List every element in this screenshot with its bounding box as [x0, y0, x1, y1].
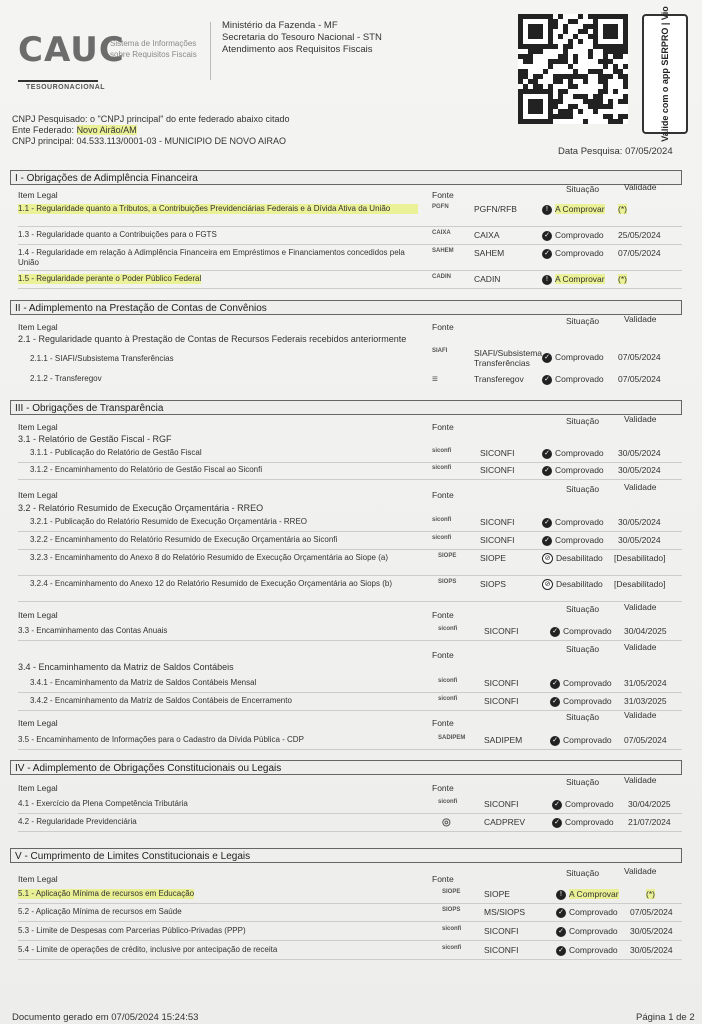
validity: 07/05/2024: [618, 374, 661, 384]
item-text: 3.4.2 - Encaminhamento da Matriz de Saldos Contábeis de Encerramento: [30, 696, 292, 705]
table-row: [18, 889, 682, 904]
table-row: [18, 248, 682, 271]
table-row: [18, 465, 682, 480]
status-text: Comprovado: [569, 945, 618, 955]
cadprev-icon: ◎: [442, 817, 451, 828]
source-icon: SIOPS: [442, 907, 461, 913]
status: [550, 696, 612, 707]
check-icon: ✓: [556, 927, 566, 937]
col-validade: Validade: [624, 182, 657, 192]
check-icon: ✓: [542, 449, 552, 459]
table-row: [18, 678, 682, 693]
status: [552, 817, 614, 828]
validity: 07/05/2024: [624, 735, 667, 745]
check-icon: ✓: [552, 818, 562, 828]
item-text: 3.1.2 - Encaminhamento do Relatório de Gestão Fiscal ao Siconfi: [30, 465, 263, 474]
subsection-title: 3.4 - Encaminhamento da Matriz de Saldos Contábeis: [18, 662, 234, 672]
table-row: [18, 204, 682, 227]
validity: (*): [618, 274, 627, 284]
column-header: [18, 602, 680, 622]
logo-divider: [18, 80, 98, 82]
table-row: [18, 274, 682, 289]
column-header: [18, 710, 680, 730]
status-text: Comprovado: [565, 817, 614, 827]
source-name: SAHEM: [474, 248, 505, 258]
item-text: 3.2.1 - Publicação do Relatório Resumido de Execução Orçamentária - RREO: [30, 517, 308, 526]
table-row: [18, 517, 682, 532]
source-name: Transferegov: [474, 374, 524, 384]
source-icon: siconfi: [442, 945, 462, 951]
validity: 30/04/2025: [628, 799, 671, 809]
source-name: SICONFI: [484, 799, 519, 809]
status: [542, 517, 604, 528]
item-text: 3.4.1 - Encaminhamento da Matriz de Saldos Contábeis Mensal: [30, 678, 257, 687]
source-icon: SAHEM: [432, 248, 454, 254]
ente-value: Novo Airão/AM: [76, 125, 137, 135]
source-name: CADIN: [474, 274, 501, 284]
subsection-title: 3.1 - Relatório de Gestão Fiscal - RGF: [18, 434, 172, 444]
status: [542, 230, 604, 241]
source-icon: SADIPEM: [438, 735, 466, 741]
col-fonte: Fonte: [432, 783, 454, 793]
table-row: [18, 945, 682, 960]
status: [556, 889, 619, 900]
col-validade: Validade: [624, 710, 657, 720]
status-text: Comprovado: [555, 374, 604, 384]
source-name: SIOPE: [484, 889, 510, 899]
disabled-icon: ⊘: [542, 553, 553, 564]
col-fonte: Fonte: [432, 650, 454, 660]
check-icon: ✓: [550, 736, 560, 746]
source-name: SICONFI: [484, 678, 519, 688]
col-fonte: Fonte: [432, 490, 454, 500]
col-situacao: Situação: [566, 416, 600, 426]
section-header: IV - Adimplemento de Obrigações Constitucionais ou Legais: [10, 760, 682, 775]
col-item: Item Legal: [18, 322, 58, 332]
status-text: A Comprovar: [555, 274, 605, 284]
table-row: [18, 799, 682, 814]
validity: 31/03/2025: [624, 696, 667, 706]
subsection-title: 2.1 - Regularidade quanto à Prestação de Contas de Recursos Federais recebidos anteriormente: [18, 334, 407, 344]
item-text: 5.2 - Aplicação Mínima de recursos em Saúde: [18, 907, 182, 916]
item-text: 3.2.4 - Encaminhamento do Anexo 12 do Relatório Resumido de Execução Orçamentária ao Siops (b): [30, 579, 392, 588]
item-text: 5.4 - Limite de operações de crédito, inclusive por antecipação de receita: [18, 945, 278, 954]
source-name: SICONFI: [484, 696, 519, 706]
item-text: 3.2.3 - Encaminhamento do Anexo 8 do Relatório Resumido de Execução Orçamentária ao Siope (a): [30, 553, 388, 562]
page-number: Página 1 de 2: [636, 1012, 695, 1023]
validity: 30/05/2024: [618, 465, 661, 475]
table-row: [18, 696, 682, 711]
search-meta: [12, 114, 290, 147]
item-text: 4.2 - Regularidade Previdenciária: [18, 817, 137, 826]
generated-timestamp: Documento gerado em 07/05/2024 15:24:53: [12, 1012, 199, 1023]
source-icon: ≡: [432, 374, 438, 385]
status: [542, 465, 604, 476]
source-icon: siconfi: [442, 926, 462, 932]
table-row: [18, 817, 682, 832]
table-row: [18, 535, 682, 550]
item-text: 3.1.1 - Publicação do Relatório de Gestão Fiscal: [30, 448, 202, 457]
table-row: [18, 230, 682, 245]
col-fonte: Fonte: [432, 874, 454, 884]
logo-footer: TESOURONACIONAL: [26, 84, 106, 91]
qr-code-icon[interactable]: [518, 14, 628, 124]
column-header: [18, 642, 680, 662]
table-row: [18, 374, 682, 388]
check-icon: ✓: [556, 908, 566, 918]
status-text: Comprovado: [563, 626, 612, 636]
item-text: 2.1.2 - Transferegov: [30, 374, 102, 383]
validity: (*): [618, 204, 627, 214]
item-text: 1.5 - Regularidade perante o Poder Público Federal: [18, 274, 202, 283]
item-text: 1.3 - Regularidade quanto a Contribuições para o FGTS: [18, 230, 217, 239]
check-icon: ✓: [552, 800, 562, 810]
source-icon: SIOPE: [442, 889, 461, 895]
status-text: Comprovado: [555, 230, 604, 240]
source-icon: siconfi: [438, 678, 458, 684]
check-icon: ✓: [542, 466, 552, 476]
col-situacao: Situação: [566, 777, 600, 787]
validity: [Desabilitado]: [614, 553, 666, 563]
status: [556, 907, 618, 918]
column-header: [18, 314, 680, 334]
item-text: 5.1 - Aplicação Mínima de recursos em Educação: [18, 889, 195, 898]
alert-icon: !: [556, 890, 566, 900]
source-icon: siconfi: [438, 626, 458, 632]
status: [542, 274, 605, 285]
item-text: 3.2.2 - Encaminhamento do Relatório Resumido de Execução Orçamentária ao Siconfi: [30, 535, 338, 544]
validity: 07/05/2024: [630, 907, 673, 917]
status: [542, 352, 604, 363]
status-text: Comprovado: [569, 926, 618, 936]
validity: 07/05/2024: [618, 248, 661, 258]
validity: [Desabilitado]: [614, 579, 666, 589]
cnpj-value: 04.533.113/0001-03 - MUNICIPIO DE NOVO AIRAO: [76, 136, 286, 146]
status-text: Desabilitado: [556, 579, 603, 589]
status: [542, 553, 603, 564]
cauc-logo: [18, 28, 208, 94]
col-situacao: Situação: [566, 644, 600, 654]
source-name: SADIPEM: [484, 735, 523, 745]
organization-block: [222, 20, 382, 56]
table-row: [18, 907, 682, 922]
source-name: SIOPE: [480, 553, 506, 563]
cnpj-pesquisado: CNPJ Pesquisado: o "CNPJ principal" do ente federado abaixo citado: [12, 114, 290, 124]
item-text: 1.4 - Regularidade em relação à Adimplência Financeira em Empréstimos e Financiamentos concedidos pela União: [18, 248, 405, 267]
status-text: Comprovado: [563, 696, 612, 706]
data-pesquisa: Data Pesquisa: 07/05/2024: [558, 146, 673, 157]
check-icon: ✓: [542, 231, 552, 241]
source-icon: siconfi: [438, 696, 458, 702]
alert-icon: !: [542, 275, 552, 285]
column-header: [18, 866, 680, 886]
item-text: 1.1 - Regularidade quanto a Tributos, a Contribuições Previdenciárias Federais e à Dívida Ativa da União: [18, 204, 418, 214]
validity: 30/05/2024: [618, 448, 661, 458]
status-text: Comprovado: [555, 352, 604, 362]
section-header: II - Adimplemento na Prestação de Contas de Convênios: [10, 300, 682, 315]
col-situacao: Situação: [566, 868, 600, 878]
org-line-1: Ministério da Fazenda - MF: [222, 20, 338, 31]
source-icon: CAIXA: [432, 230, 451, 236]
item-text: 4.1 - Exercício da Plena Competência Tributária: [18, 799, 188, 808]
col-situacao: Situação: [566, 184, 600, 194]
col-validade: Validade: [624, 482, 657, 492]
status-text: Desabilitado: [556, 553, 603, 563]
logo-subtitle: Sistema de Informações sobre Requisitos Fiscais: [110, 39, 197, 59]
cnpj-principal: [12, 136, 290, 147]
validity: 30/05/2024: [630, 926, 673, 936]
validity: 07/05/2024: [618, 352, 661, 362]
source-name: SIAFI/Subsistema Transferências: [474, 348, 543, 368]
source-icon: PGFN: [432, 204, 449, 210]
section-header: V - Cumprimento de Limites Constitucionais e Legais: [10, 848, 682, 863]
source-name: SICONFI: [484, 626, 519, 636]
col-item: Item Legal: [18, 190, 58, 200]
table-row: [18, 348, 682, 370]
source-name: SICONFI: [480, 448, 515, 458]
col-situacao: Situação: [566, 484, 600, 494]
col-validade: Validade: [624, 775, 657, 785]
check-icon: ✓: [542, 536, 552, 546]
status: [542, 374, 604, 385]
col-fonte: Fonte: [432, 322, 454, 332]
subsection-title: 3.2 - Relatório Resumido de Execução Orçamentária - RREO: [18, 503, 264, 513]
item-text: 3.3 - Encaminhamento das Contas Anuais: [18, 626, 168, 635]
source-name: MS/SIOPS: [484, 907, 526, 917]
source-name: CADPREV: [484, 817, 526, 827]
disabled-icon: ⊘: [542, 579, 553, 590]
source-icon: SIAFI: [432, 348, 448, 354]
status: [542, 204, 605, 215]
source-name: SIOPS: [480, 579, 506, 589]
status-text: A Comprovar: [555, 204, 605, 214]
status-text: Comprovado: [563, 735, 612, 745]
org-line-3: Atendimento aos Requisitos Fiscais: [222, 44, 373, 55]
table-row: [18, 735, 682, 750]
source-name: SICONFI: [484, 926, 519, 936]
validity: 31/05/2024: [624, 678, 667, 688]
table-row: [18, 626, 682, 641]
source-name: CAIXA: [474, 230, 500, 240]
table-row: [18, 448, 682, 463]
status-text: Comprovado: [555, 248, 604, 258]
app-badge-label: Valide com o app SERPRO | Vio: [660, 6, 670, 142]
validity: 25/05/2024: [618, 230, 661, 240]
status-text: Comprovado: [565, 799, 614, 809]
item-text: 3.5 - Encaminhamento de Informações para o Cadastro da Dívida Pública - CDP: [18, 735, 304, 744]
section-header: I - Obrigações de Adimplência Financeira: [10, 170, 682, 185]
org-line-2: Secretaria do Tesouro Nacional - STN: [222, 32, 382, 43]
status: [542, 535, 604, 546]
status: [542, 579, 603, 590]
col-fonte: Fonte: [432, 190, 454, 200]
check-icon: ✓: [550, 627, 560, 637]
col-situacao: Situação: [566, 712, 600, 722]
validity: 30/04/2025: [624, 626, 667, 636]
check-icon: ✓: [542, 518, 552, 528]
column-header: [18, 775, 680, 795]
section-header: III - Obrigações de Transparência: [10, 400, 682, 415]
column-header: [18, 182, 680, 202]
source-name: SICONFI: [480, 535, 515, 545]
status: [542, 448, 604, 459]
col-validade: Validade: [624, 642, 657, 652]
col-item: Item Legal: [18, 490, 58, 500]
col-item: Item Legal: [18, 874, 58, 884]
source-name: PGFN/RFB: [474, 204, 517, 214]
col-fonte: Fonte: [432, 610, 454, 620]
check-icon: ✓: [556, 946, 566, 956]
status: [550, 678, 612, 689]
col-fonte: Fonte: [432, 422, 454, 432]
status: [556, 926, 618, 937]
status-text: Comprovado: [555, 465, 604, 475]
cnpj-label: CNPJ principal:: [12, 136, 75, 146]
col-validade: Validade: [624, 314, 657, 324]
alert-icon: !: [542, 205, 552, 215]
col-validade: Validade: [624, 866, 657, 876]
source-icon: CADIN: [432, 274, 451, 280]
col-situacao: Situação: [566, 316, 600, 326]
col-validade: Validade: [624, 602, 657, 612]
col-item: Item Legal: [18, 718, 58, 728]
source-icon: siconfi: [432, 465, 452, 471]
header-divider: [210, 22, 211, 80]
status: [550, 626, 612, 637]
check-icon: ✓: [542, 249, 552, 259]
status-text: Comprovado: [563, 678, 612, 688]
table-row: [18, 553, 682, 576]
ente-federado: [12, 125, 290, 136]
source-icon: SIOPS: [438, 579, 457, 585]
check-icon: ✓: [542, 375, 552, 385]
item-text: 2.1.1 - SIAFI/Subsistema Transferências: [30, 354, 174, 363]
source-icon: siconfi: [432, 535, 452, 541]
status: [556, 945, 618, 956]
source-icon: SIOPE: [438, 553, 457, 559]
status-text: Comprovado: [569, 907, 618, 917]
status-text: Comprovado: [555, 535, 604, 545]
source-icon: siconfi: [432, 448, 452, 454]
qr-code-graphic: [518, 14, 628, 124]
item-text: 5.3 - Limite de Despesas com Parcerias Público-Privadas (PPP): [18, 926, 246, 935]
validity: 30/05/2024: [618, 535, 661, 545]
check-icon: ✓: [550, 679, 560, 689]
col-validade: Validade: [624, 414, 657, 424]
logo-main: CAUC: [18, 30, 125, 70]
validity: 30/05/2024: [630, 945, 673, 955]
table-row: [18, 579, 682, 602]
source-name: SICONFI: [484, 945, 519, 955]
table-row: [18, 926, 682, 941]
source-name: SICONFI: [480, 465, 515, 475]
column-header: [18, 414, 680, 434]
serpro-vio-badge: [642, 6, 688, 142]
source-icon: siconfi: [432, 517, 452, 523]
status: [550, 735, 612, 746]
col-item: Item Legal: [18, 610, 58, 620]
source-name: SICONFI: [480, 517, 515, 527]
status-text: Comprovado: [555, 517, 604, 527]
status: [552, 799, 614, 810]
status-text: Comprovado: [555, 448, 604, 458]
check-icon: ✓: [542, 353, 552, 363]
ente-label: Ente Federado:: [12, 125, 75, 135]
col-item: Item Legal: [18, 783, 58, 793]
status: [542, 248, 604, 259]
column-header: [18, 482, 680, 502]
validity: 21/07/2024: [628, 817, 671, 827]
col-item: Item Legal: [18, 422, 58, 432]
col-fonte: Fonte: [432, 718, 454, 728]
col-situacao: Situação: [566, 604, 600, 614]
validity: (*): [646, 889, 655, 899]
status-text: A Comprovar: [569, 889, 619, 899]
source-icon: siconfi: [438, 799, 458, 805]
validity: 30/05/2024: [618, 517, 661, 527]
check-icon: ✓: [550, 697, 560, 707]
